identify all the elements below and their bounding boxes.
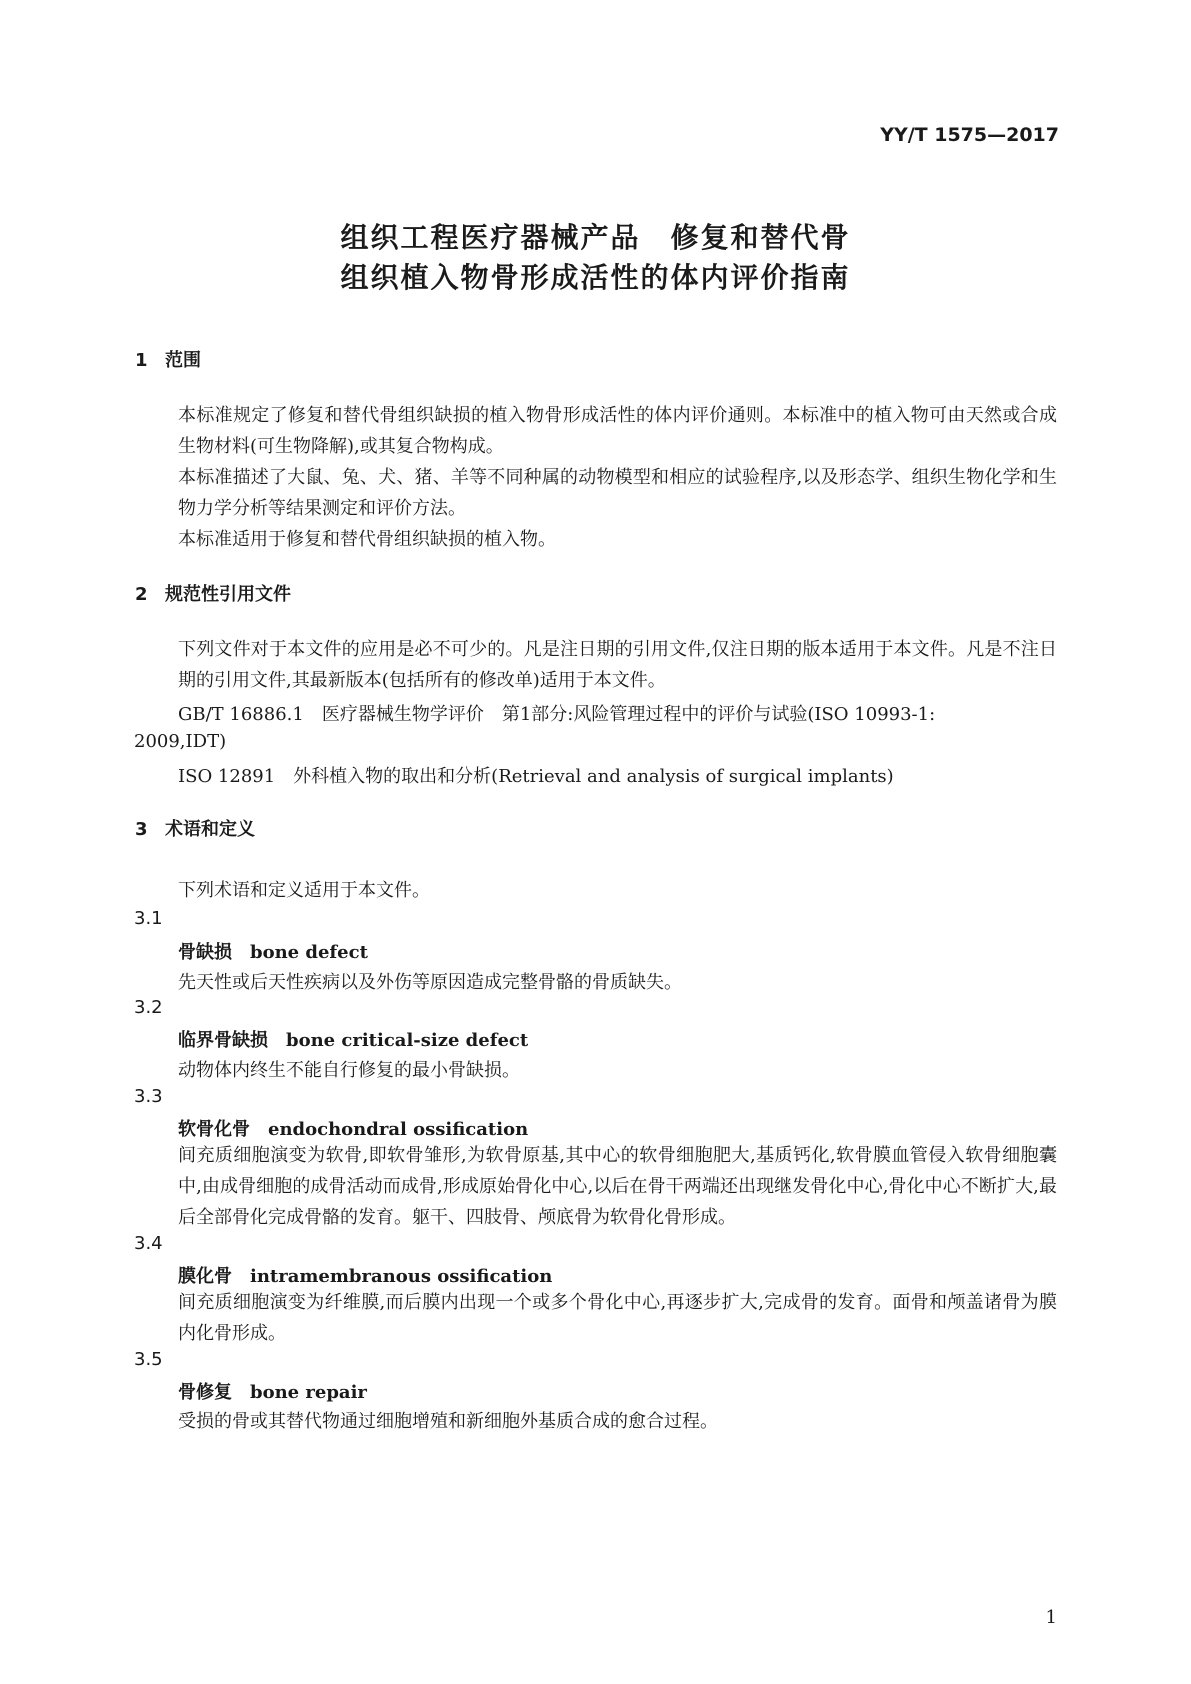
term-cn: 骨修复 bbox=[178, 1382, 232, 1403]
section-title: 规范性引用文件 bbox=[165, 584, 291, 605]
paragraph-text: 本标准规定了修复和替代骨组织缺损的植入物骨形成活性的体内评价通则。本标准中的植入物可由天然或合成生物材料(可生物降解),或其复合物构成。 bbox=[178, 405, 1057, 457]
document-title-line-2: 组织植入物骨形成活性的体内评价指南 bbox=[340, 261, 851, 294]
term-cn: 膜化骨 bbox=[178, 1266, 232, 1287]
term-cn: 骨缺损 bbox=[178, 942, 232, 963]
section-1-heading bbox=[135, 346, 201, 372]
paragraph-text: 本标准描述了大鼠、兔、犬、猪、羊等不同种属的动物模型和相应的试验程序,以及形态学、组织生物化学和生物力学分析等结果测定和评价方法。 bbox=[178, 467, 1057, 519]
term-name bbox=[178, 1026, 528, 1052]
term-name bbox=[178, 1262, 552, 1288]
term-definition: 受损的骨或其替代物通过细胞增殖和新细胞外基质合成的愈合过程。 bbox=[178, 1411, 718, 1432]
term-number: 3.2 bbox=[134, 997, 163, 1018]
page-number: 1 bbox=[1045, 1607, 1057, 1628]
term-en: bone critical-size defect bbox=[286, 1030, 529, 1051]
term-definition: 动物体内终生不能自行修复的最小骨缺损。 bbox=[178, 1060, 520, 1081]
term-definition: 先天性或后天性疾病以及外伤等原因造成完整骨骼的骨质缺失。 bbox=[178, 972, 682, 993]
section-title: 范围 bbox=[165, 350, 201, 371]
term-number: 3.1 bbox=[134, 908, 163, 929]
standard-code: YY/T 1575—2017 bbox=[880, 124, 1059, 146]
term-definition bbox=[134, 1140, 1057, 1233]
term-en: bone repair bbox=[250, 1382, 367, 1403]
term-en: endochondral ossification bbox=[268, 1119, 529, 1140]
term-number: 3.5 bbox=[134, 1349, 163, 1370]
paragraph-text: 间充质细胞演变为纤维膜,而后膜内出现一个或多个骨化中心,再逐步扩大,完成骨的发育。面骨和颅盖诸骨为膜内化骨形成。 bbox=[178, 1292, 1057, 1344]
term-name bbox=[178, 938, 368, 964]
term-cn: 软骨化骨 bbox=[178, 1119, 250, 1140]
term-en: bone defect bbox=[250, 942, 368, 963]
section-2-heading bbox=[135, 580, 291, 606]
paragraph-text: 本标准适用于修复和替代骨组织缺损的植入物。 bbox=[178, 529, 556, 550]
section-number: 2 bbox=[135, 584, 148, 605]
section-title: 术语和定义 bbox=[165, 819, 255, 840]
section-2-paragraph-1 bbox=[134, 634, 1057, 696]
paragraph-text: 间充质细胞演变为软骨,即软骨雏形,为软骨原基,其中心的软骨细胞肥大,基质钙化,软骨膜血管侵入软骨细胞囊中,由成骨细胞的成骨活动而成骨,形成原始骨化中心,以后在骨干两端还出现继发骨化中心,骨化中心不断扩大,最后全部骨化完成骨骼的发育。躯干、四肢骨、颅底骨为软骨化骨形成。 bbox=[178, 1145, 1057, 1228]
term-definition bbox=[134, 1287, 1057, 1349]
term-en: intramembranous ossification bbox=[250, 1266, 553, 1287]
term-name bbox=[178, 1378, 367, 1404]
reference-gb-t-16886-1: GB/T 16886.1 医疗器械生物学评价 第1部分:风险管理过程中的评价与试验(ISO 10993-1: bbox=[178, 704, 936, 725]
document-title-line-1: 组织工程医疗器械产品 修复和替代骨 bbox=[340, 221, 851, 254]
term-cn: 临界骨缺损 bbox=[178, 1030, 268, 1051]
term-number: 3.4 bbox=[134, 1233, 163, 1254]
section-number: 3 bbox=[135, 819, 148, 840]
reference-iso-12891: ISO 12891 外科植入物的取出和分析(Retrieval and analysis of surgical implants) bbox=[178, 766, 894, 787]
term-name bbox=[178, 1115, 528, 1141]
reference-gb-t-16886-1-cont: 2009,IDT) bbox=[134, 731, 227, 752]
term-number: 3.3 bbox=[134, 1086, 163, 1107]
section-1-paragraph-1 bbox=[134, 400, 1057, 462]
section-1-paragraph-3 bbox=[134, 524, 1057, 555]
section-3-heading bbox=[135, 815, 255, 841]
section-3-intro: 下列术语和定义适用于本文件。 bbox=[178, 880, 430, 901]
paragraph-text: 下列文件对于本文件的应用是必不可少的。凡是注日期的引用文件,仅注日期的版本适用于本文件。凡是不注日期的引用文件,其最新版本(包括所有的修改单)适用于本文件。 bbox=[178, 639, 1057, 691]
section-1-paragraph-2 bbox=[134, 462, 1057, 524]
section-number: 1 bbox=[135, 350, 148, 371]
